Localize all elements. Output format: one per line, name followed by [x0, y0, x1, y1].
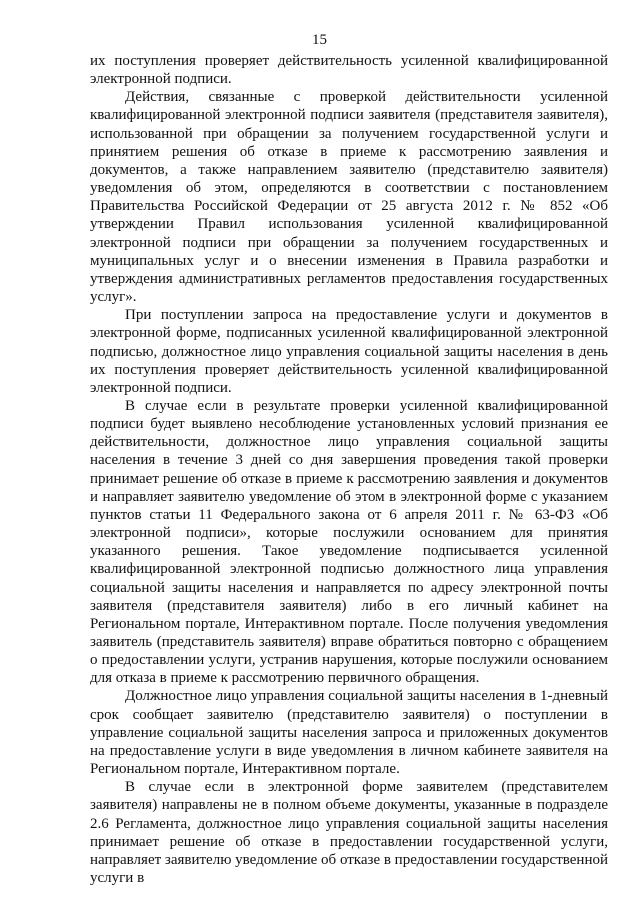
page-number: 15 — [312, 32, 327, 48]
paragraph: Действия, связанные с проверкой действительности усиленной квалифицированной электронной подписи заявителя (представителя заявителя), использованной при обращении за получением государственной услуги и принятием решения об отказе в приеме к рассмотрению заявления и документов, а также направлением заявителю (представителю заявителя) уведомления об этом, определяются в соответствии с постановлением Правительства Российской Федерации от 25 августа 2012 г. № 852 «Об утверждении Правил использования усиленной квалифицированной электронной подписи при обращении за получением государственных и муниципальных услуг и о внесении изменения в Правила разработки и утверждения административных регламентов предоставления государственных услуг». — [90, 89, 608, 306]
paragraph: Должностное лицо управления социальной защиты населения в 1-дневный срок сообщает заявителю (представителю заявителя) о поступлении в управление социальной защиты населения запроса и приложенных документов на предоставление услуги в виде уведомления в личном кабинете заявителя на Региональном портале, Интерактивном портале. — [90, 688, 608, 778]
paragraph: В случае если в электронной форме заявителем (представителем заявителя) направлены не в полном объеме документы, указанные в подразделе 2.6 Регламента, должностное лицо управления социальной защиты населения принимает решение об отказе в предоставлении государственной услуги, направляет заявителю уведомление об отказе в предоставлении государственной услуги в — [90, 779, 608, 887]
paragraph: При поступлении запроса на предоставление услуги и документов в электронной форме, подписанных усиленной квалифицированной электронной подписью, должностное лицо управления социальной защиты населения в день их поступления проверяет действительность усиленной квалифицированной электронной подписи. — [90, 307, 608, 396]
paragraph: В случае если в результате проверки усиленной квалифицированной подписи будет выявлено несоблюдение установленных условий признания ее действительности, должностное лицо управления социальной защиты населения в течение 3 дней со дня завершения проведения такой проверки принимает решение об отказе в приеме к рассмотрению заявления и документов и направляет заявителю уведомление об этом в электронной форме с указанием пунктов статьи 11 Федерального закона от 6 апреля 2011 г. № 63-ФЗ «Об электронной подписи», которые послужили основанием для принятия указанного решения. Такое уведомление подписывается усиленной квалифицированной электронной подписью должностного лица управления социальной защиты населения и направляется по адресу электронной почты заявителя (представителя заявителя) либо в его личный кабинет на Региональном портале, Интерактивном портале. После получения уведомления заявитель (представитель заявителя) вправе обратиться повторно с обращением о предоставлении услуги, устранив нарушения, которые послужили основанием для отказа в приеме к рассмотрению первичного обращения. — [90, 397, 608, 687]
paragraph: их поступления проверяет действительность усиленной квалифицированной электронной подписи. — [90, 53, 608, 88]
document-body — [90, 52, 608, 887]
